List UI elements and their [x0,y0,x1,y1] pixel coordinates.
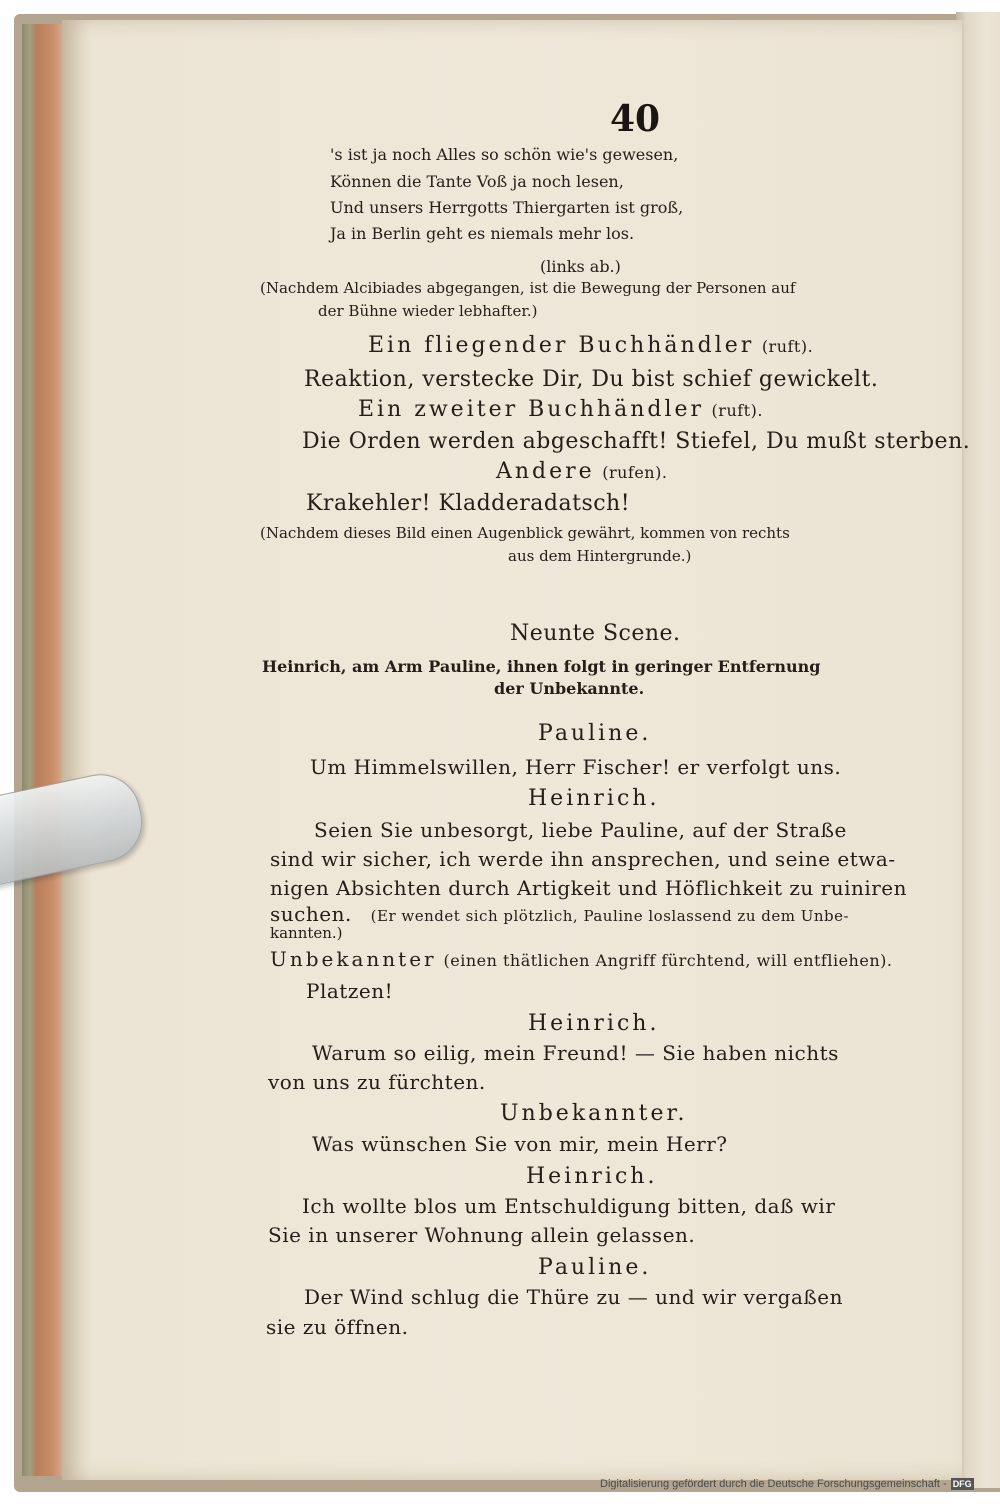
page-stack-edge [22,24,66,1476]
stage-direction: (Nachdem dieses Bild einen Augenblick gewährt, kommen von rechts [260,524,790,542]
speaker-name [358,399,763,421]
verse-line: 's ist ja noch Alles so schön wie's gewesen, [330,145,679,164]
speaker-line [270,949,892,969]
speaker-label: Andere [496,459,595,484]
speaker-label: Ein fliegender Buchhändler [368,333,755,358]
speaker-name: Heinrich. [528,1011,660,1036]
speaker-name: Pauline. [538,721,652,746]
speaker-direction: (rufen). [602,463,668,482]
verse-line: Ja in Berlin geht es niemals mehr los. [330,224,635,243]
dialogue-line: Seien Sie unbesorgt, liebe Pauline, auf der Straße [314,818,847,842]
speaker-direction: (einen thätlichen Angriff fürchtend, will entfliehen). [443,951,893,970]
speaker-name: Heinrich. [528,786,660,811]
verse-line: Und unsers Herrgotts Thiergarten ist groß, [330,198,684,217]
stage-direction: kannten.) [270,924,343,942]
dialogue-line: Was wünschen Sie von mir, mein Herr? [312,1132,728,1156]
dialogue-line: Ich wollte blos um Entschuldigung bitten, daß wir [302,1194,836,1218]
stage-direction: (links ab.) [540,257,621,276]
scene-description: Heinrich, am Arm Pauline, ihnen folgt in geringer Entfernung [262,657,821,676]
next-page-edge [956,12,1000,1488]
speaker-name: Pauline. [538,1255,652,1280]
dialogue-text: suchen. [270,902,352,926]
dialogue-line: Warum so eilig, mein Freund! — Sie haben nichts [312,1041,839,1065]
dialogue-line: Reaktion, verstecke Dir, Du bist schief gewickelt. [304,367,879,392]
dfg-logo: DFG [952,1479,972,1489]
stage-direction: aus dem Hintergrunde.) [508,547,692,565]
dialogue-line: Sie in unserer Wohnung allein gelassen. [268,1223,696,1247]
dialogue-line: Um Himmelswillen, Herr Fischer! er verfolgt uns. [310,755,842,779]
speaker-direction: (ruft). [711,401,763,420]
dialogue-line: sie zu öffnen. [266,1315,409,1339]
speaker-name: Unbekannter. [500,1101,688,1126]
scene-description: der Unbekannte. [494,679,645,698]
dialogue-line: nigen Absichten durch Artigkeit und Höflichkeit zu ruiniren [270,876,908,900]
verse-line: Können die Tante Voß ja noch lesen, [330,172,624,191]
stage-direction: (Er wendet sich plötzlich, Pauline loslassend zu dem Unbe- [370,907,850,925]
speaker-name [368,335,813,357]
dialogue-line [270,904,849,924]
digitization-footer [600,1478,992,1496]
stage-direction: der Bühne wieder lebhafter.) [318,302,538,320]
page-number: 40 [610,98,661,140]
speaker-direction: (ruft). [761,337,814,356]
speaker-name: Heinrich. [526,1164,658,1189]
speaker-label: Ein zweiter Buchhändler [358,397,705,422]
dialogue-line: von uns zu fürchten. [268,1070,486,1094]
footer-text: Digitalisierung gefördert durch die Deutsche Forschungsgemeinschaft - [600,1478,947,1490]
stage-direction: (Nachdem Alcibiades abgegangen, ist die Bewegung der Personen auf [260,279,796,297]
scene-title: Neunte Scene. [510,621,681,646]
dialogue-line: Krakehler! Kladderadatsch! [306,491,631,516]
dialogue-line: Der Wind schlug die Thüre zu — und wir vergaßen [304,1285,843,1309]
speaker-label: Unbekannter [270,947,437,971]
speaker-name [496,461,667,483]
dialogue-line: sind wir sicher, ich werde ihn ansprechen, und seine etwa- [270,847,896,871]
dialogue-line: Platzen! [306,979,394,1003]
dialogue-line: Die Orden werden abgeschafft! Stiefel, Du mußt sterben. [302,429,971,454]
book-page [62,20,971,1480]
